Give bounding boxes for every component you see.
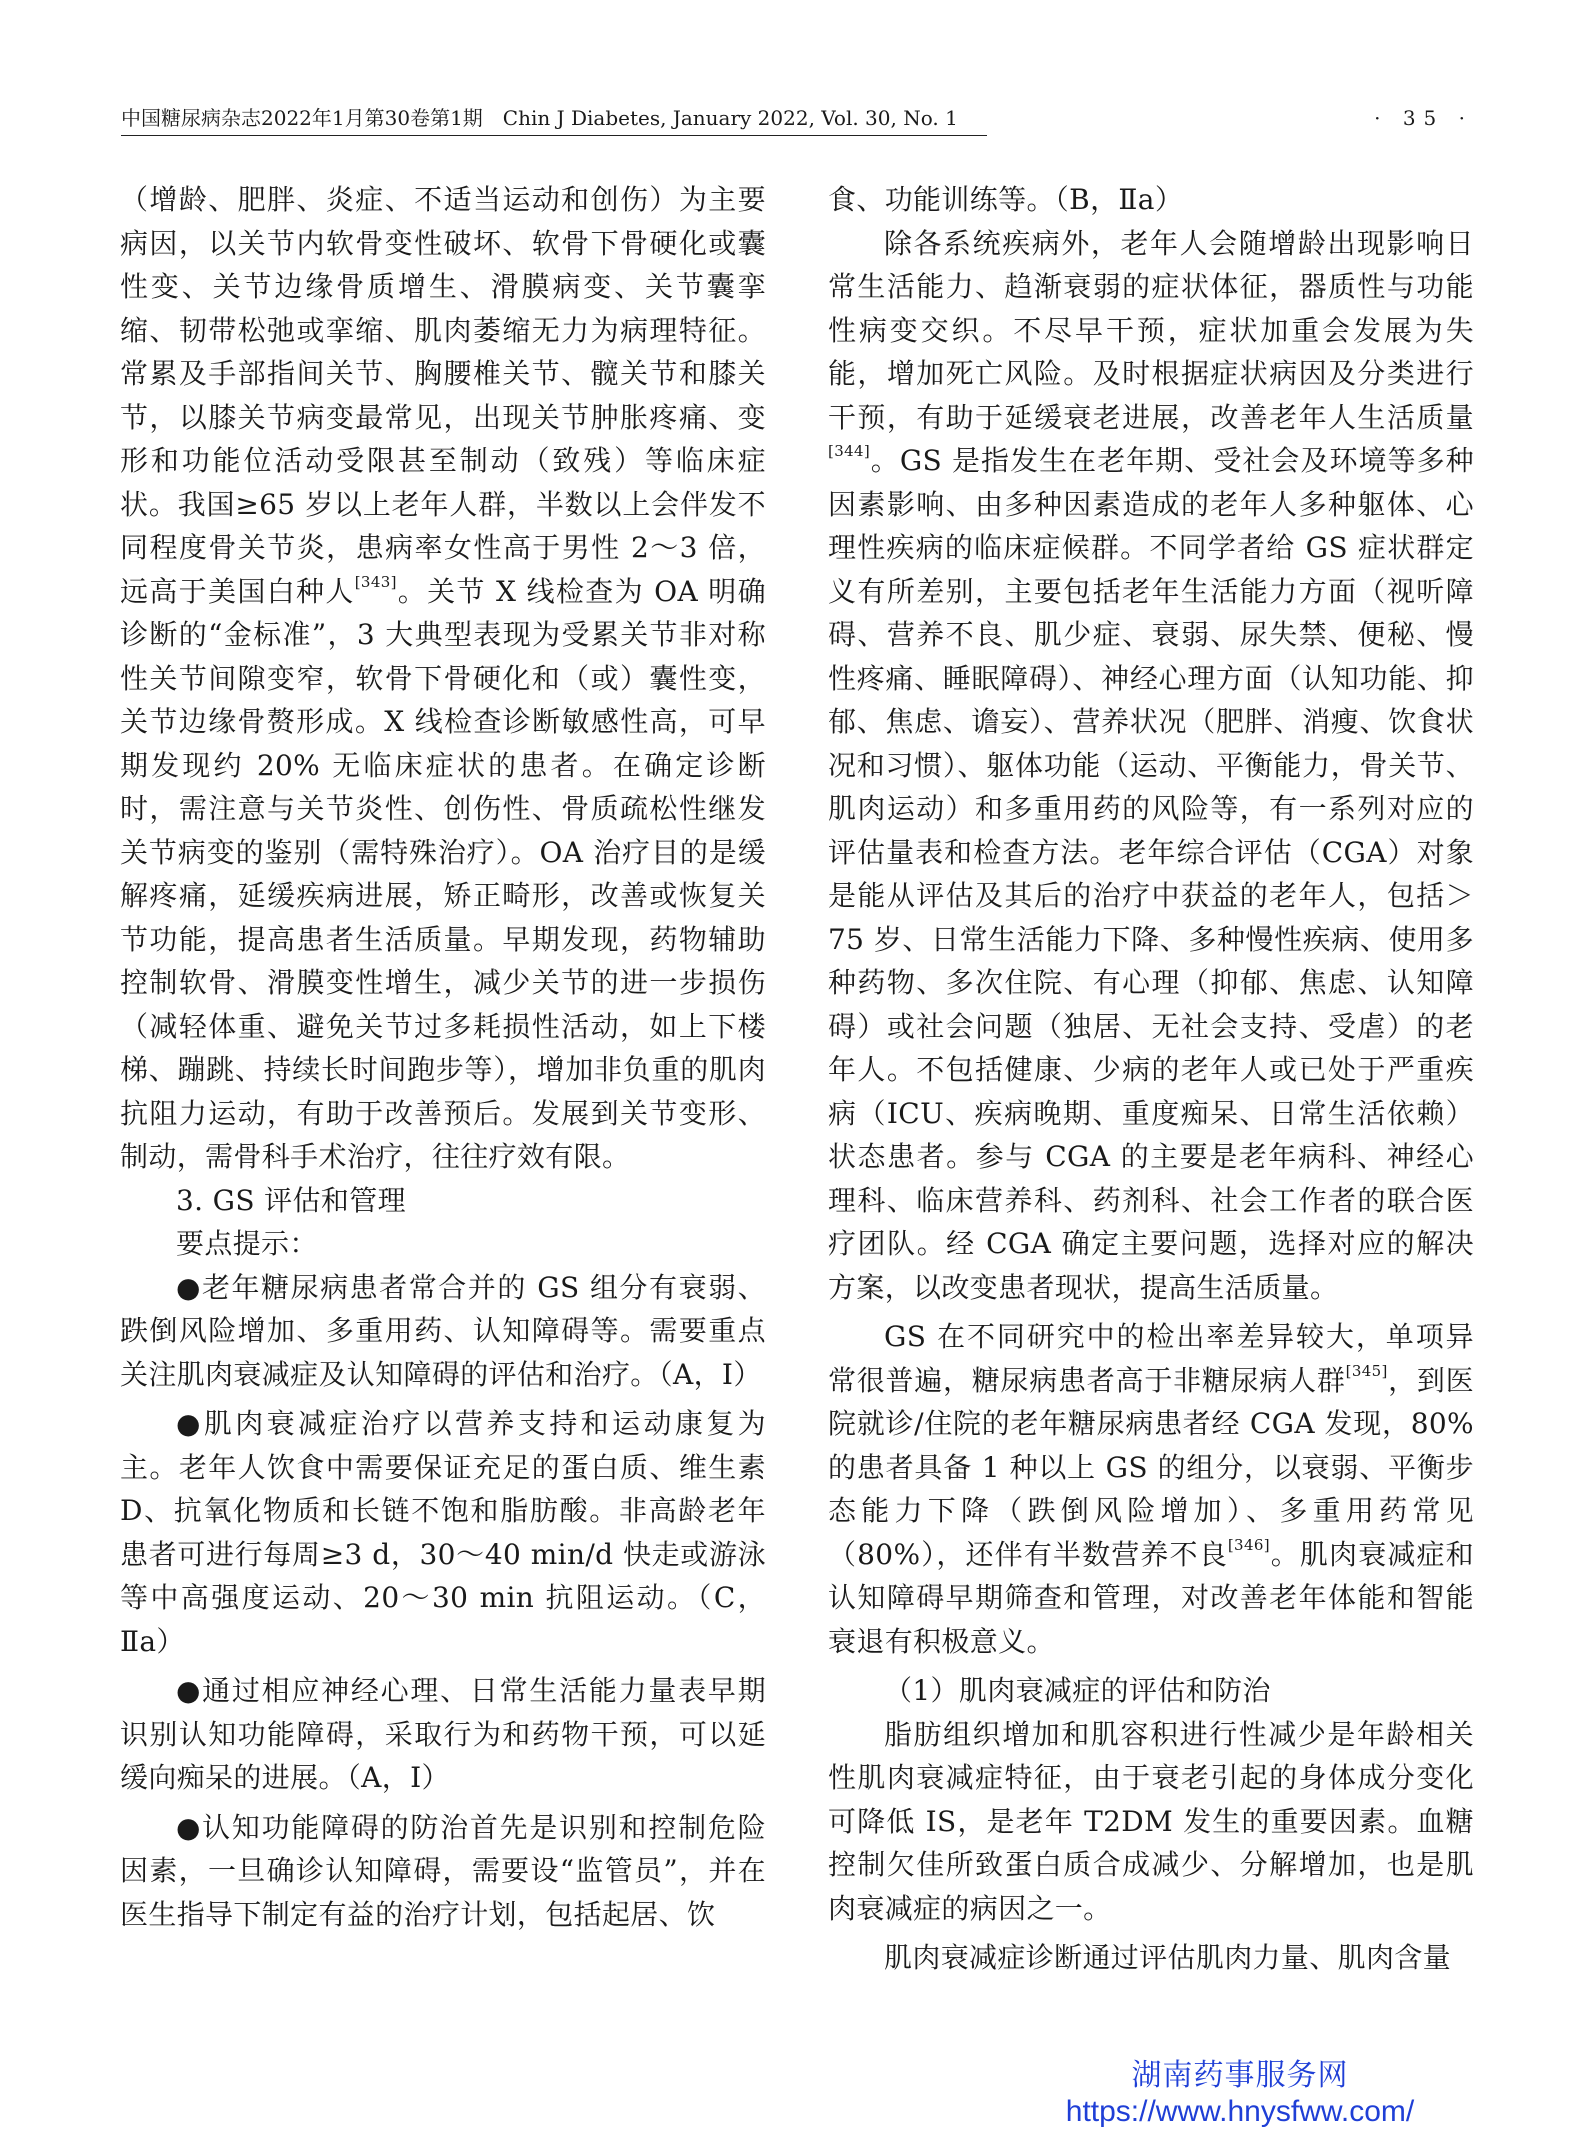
paragraph-oa <box>120 178 766 1179</box>
citation-345: [345] <box>1345 1361 1388 1380</box>
watermark-name: 湖南药事服务网 <box>1131 2059 1349 2092</box>
key-point-2: ●肌肉衰减症治疗以营养支持和运动康复为主。老年人饮食中需要保证充足的蛋白质、维生素 D、抗氧化物质和长链不饱和脂肪酸。非高龄老年患者可进行每周≥3 d，30～40 min/d 快走或游泳等中高强度运动、20～30 min 抗阻运动。（C，Ⅱa） <box>120 1407 766 1658</box>
page-number: · 35 · <box>1374 106 1473 130</box>
key-point-4: ●认知功能障碍的防治首先是识别和控制危险因素，一旦确诊认知障碍，需要设“监管员”，并在医生指导下制定有益的治疗计划，包括起居、饮 <box>120 1810 766 1931</box>
paragraph-sarcopenia-diagnosis: 肌肉衰减症诊断通过评估肌肉力量、肌肉含量 <box>884 1941 1452 1974</box>
key-point-3: ●通过相应神经心理、日常生活能力量表早期识别认知功能障碍，采取行为和药物干预，可以延缓向痴呆的进展。（A，Ⅰ） <box>120 1674 766 1794</box>
left-column <box>120 178 766 1936</box>
citation-344: [344] <box>828 442 871 460</box>
journal-citation: 中国糖尿病杂志2022年1月第30卷第1期 Chin J Diabetes, January 2022, Vol. 30, No. 1 <box>121 106 958 130</box>
paragraph-text: 。关节 X 线检查为 OA 明确诊断的“金标准”，3 大典型表现为受累关节非对称性关节间隙变窄，软骨下骨硬化和（或）囊性变，关节边缘骨赘形成。X 线检查诊断敏感性高，可早期发现约 20% 无临床症状的患者。在确定诊断时，需注意与关节炎性、创伤性、骨质疏松性继发关节病变的鉴别（需特殊治疗）。OA 治疗目的是缓解疼痛，延缓疾病进展，矫正畸形，改善或恢复关节功能，提高患者生活质量。早期发现，药物辅助控制软骨、滑膜变性增生，减少关节的进一步损伤（减轻体重、避免关节过多耗损性活动，如上下楼梯、蹦跳、持续长时间跑步等），增加非负重的肌肉抗阻力运动，有助于改善预后。发展到关节变形、制动，需骨科手术治疗，往往疗效有限。 <box>120 574 766 1173</box>
paragraph-text: 。肌肉衰减症和认知障碍早期筛查和管理，对改善老年体能和智能衰退有积极意义。 <box>828 1537 1474 1658</box>
watermark <box>1030 2058 1450 2130</box>
subsection-heading-sarcopenia: （1）肌肉衰减症的评估和防治 <box>884 1674 1271 1707</box>
paragraph-gs-prevalence <box>828 1315 1474 1663</box>
citation-346: [346] <box>1227 1535 1270 1554</box>
paragraph-text: 。GS 是指发生在老年期、受社会及环境等多种因素影响、由多种因素造成的老年人多种躯体、心理性疾病的临床症候群。不同学者给 GS 症状群定义有所差别，主要包括老年生活能力方面（视听障碍、营养不良、肌少症、衰弱、尿失禁、便秘、慢性疼痛、睡眠障碍）、神经心理方面（认知功能、抑郁、焦虑、谵妄）、营养状况（肥胖、消瘦、饮食状况和习惯）、躯体功能（运动、平衡能力，骨关节、肌肉运动）和多重用药的风险等，有一系列对应的评估量表和检查方法。老年综合评估（CGA）对象是能从评估及其后的治疗中获益的老年人，包括＞75 岁、日常生活能力下降、多种慢性疾病、使用多种药物、多次住院、有心理（抑郁、焦虑、认知障碍）或社会问题（独居、无社会支持、受虐）的老年人。不包括健康、少病的老年人或已处于严重疾病（ICU、疾病晚期、重度痴呆、日常生活依赖）状态患者。参与 CGA 的主要是老年病科、神经心理科、临床营养科、药剂科、社会工作者的联合医疗团队。经 CGA 确定主要问题，选择对应的解决方案，以改变患者现状，提高生活质量。 <box>828 444 1474 1304</box>
key-point-1: ●老年糖尿病患者常合并的 GS 组分有衰弱、跌倒风险增加、多重用药、认知障碍等。需要重点关注肌肉衰减症及认知障碍的评估和治疗。（A，Ⅰ） <box>120 1270 766 1391</box>
key-point-4-continued: 食、功能训练等。（B，Ⅱa） <box>828 183 1184 216</box>
citation-343: [343] <box>354 572 397 591</box>
right-column <box>828 178 1474 1980</box>
running-header <box>121 100 1473 136</box>
paragraph-gs-intro <box>828 222 1474 1310</box>
header-rule <box>121 135 987 136</box>
section-heading-gs: 3. GS 评估和管理 <box>176 1183 406 1217</box>
watermark-url: https://www.hnysfww.com/ <box>1065 2095 1415 2128</box>
paragraph-text: ，到医院就诊/住院的老年糖尿病患者经 CGA 发现，80% 的患者具备 1 种以上 GS 的组分，以衰弱、平衡步态能力下降（跌倒风险增加）、多重用药常见（80%），还伴有半数营养不良 <box>828 1363 1474 1571</box>
paragraph-sarcopenia: 脂肪组织增加和肌容积进行性减少是年龄相关性肌肉衰减症特征，由于衰老引起的身体成分变化可降低 IS，是老年 T2DM 发生的重要因素。血糖控制欠佳所致蛋白质合成减少、分解增加，也是肌肉衰减症的病因之一。 <box>828 1717 1474 1925</box>
paragraph-text: 除各系统疾病外，老年人会随增龄出现影响日常生活能力、趋渐衰弱的症状体征，器质性与功能性病变交织。不尽早干预，症状加重会发展为失能，增加死亡风险。及时根据症状病因及分类进行干预，有助于延缓衰老进展，改善老年人生活质量 <box>828 226 1474 434</box>
paragraph-text: （增龄、肥胖、炎症、不适当运动和创伤）为主要病因，以关节内软骨变性破坏、软骨下骨硬化或囊性变、关节边缘骨质增生、滑膜病变、关节囊挛缩、韧带松弛或挛缩、肌肉萎缩无力为病理特征。常累及手部指间关节、胸腰椎关节、髋关节和膝关节，以膝关节病变最常见，出现关节肿胀疼痛、变形和功能位活动受限甚至制动（致残）等临床症状。我国≥65 岁以上老年人群，半数以上会伴发不同程度骨关节炎，患病率女性高于男性 2～3 倍，远高于美国白种人 <box>120 183 766 608</box>
key-points-label: 要点提示： <box>176 1227 318 1260</box>
paragraph-text: GS 在不同研究中的检出率差异较大，单项异常很普遍，糖尿病患者高于非糖尿病人群 <box>828 1320 1474 1397</box>
